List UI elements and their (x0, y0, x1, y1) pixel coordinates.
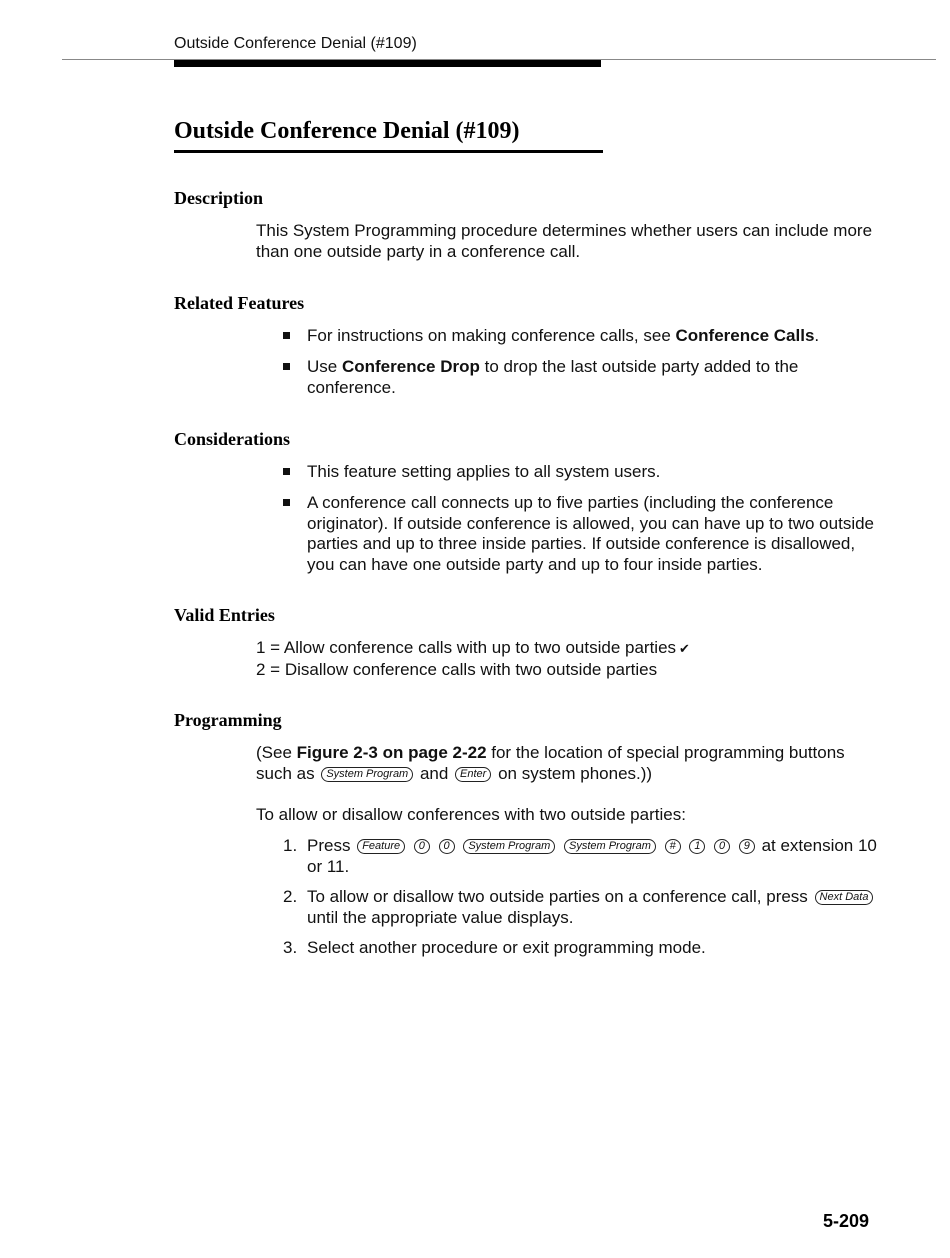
step-text: To allow or disallow two outside parties on a conference call, press (307, 887, 808, 906)
bullet-icon (283, 499, 290, 506)
bullet-icon (283, 468, 290, 475)
programming-heading: Programming (174, 710, 282, 730)
conference-drop-reference: Conference Drop (341, 357, 480, 376)
programming-intro: To allow or disallow conferences with two outside parties: (256, 805, 686, 824)
step-item (283, 938, 878, 959)
step-text: Press (307, 836, 351, 855)
step-item (283, 887, 878, 928)
enter-key: Enter (455, 767, 491, 782)
system-program-key: System Program (564, 839, 656, 854)
bullet-icon (283, 332, 290, 339)
step-text: Select another procedure or exit programming mode. (307, 938, 706, 957)
system-program-key: System Program (321, 767, 413, 782)
note-text: for the location of special programming buttons such as (256, 743, 845, 783)
running-header: Outside Conference Denial (#109) (174, 35, 417, 52)
consideration-item (283, 493, 878, 575)
note-text: and (415, 763, 454, 783)
related-features-heading: Related Features (174, 293, 305, 313)
valid-entries-heading: Valid Entries (174, 605, 275, 625)
description-heading: Description (174, 188, 263, 208)
considerations-heading: Considerations (174, 429, 291, 449)
related-feature-item (283, 357, 878, 398)
valid-entries-list (256, 638, 690, 680)
related-feature-item (283, 326, 878, 347)
default-check-icon: ✔ (679, 641, 690, 656)
programming-note (256, 743, 876, 784)
page-title: Outside Conference Denial (#109) (174, 118, 520, 144)
step-item (283, 836, 878, 877)
feature-key: Feature (357, 839, 405, 854)
hash-key: # (665, 839, 681, 854)
related-item-text: Use (307, 357, 342, 376)
entry-row (256, 660, 690, 681)
related-item-text: . (814, 326, 820, 345)
related-item-text: For instructions on making conference calls, see (307, 326, 676, 345)
header-bar (174, 60, 601, 67)
step-text: at extension 10 or 11. (307, 836, 877, 876)
note-text: (See (256, 743, 297, 762)
page-number: 5-209 (822, 1211, 869, 1231)
description-text: This System Programming procedure determines whether users can include more than one outside party in a conference call. (256, 221, 873, 261)
step-number: 3. (283, 938, 298, 957)
step-text: until the appropriate value displays. (307, 907, 574, 927)
entry-disallow: 2 = Disallow conference calls with two outside parties (256, 659, 658, 679)
consideration-item (283, 462, 878, 483)
step-number: 2. (283, 887, 298, 906)
bullet-icon (283, 363, 290, 370)
digit-1-key: 1 (689, 839, 705, 854)
entry-row (256, 638, 690, 660)
step-number: 1. (283, 836, 298, 855)
conference-calls-reference: Conference Calls (675, 326, 815, 345)
consideration-text: This feature setting applies to all system users. (307, 462, 661, 481)
title-rule (174, 150, 603, 153)
consideration-text: A conference call connects up to five parties (including the conference originator). If outside conference is allowed, you can have up to two outside parties and up to three inside parties. If outside conference is disallowed, you can have one outside party and up to four inside parties. (307, 493, 875, 574)
digit-0-key: 0 (714, 839, 730, 854)
note-text: on system phones.)) (493, 763, 653, 783)
digit-0-key: 0 (414, 839, 430, 854)
figure-reference: Figure 2-3 on page 2-22 (296, 743, 487, 762)
related-item-text: to drop the last outside party added to the conference. (307, 357, 799, 397)
digit-9-key: 9 (739, 839, 755, 854)
entry-allow: 1 = Allow conference calls with up to two outside parties (256, 638, 677, 657)
next-data-key: Next Data (815, 890, 874, 905)
system-program-key: System Program (463, 839, 555, 854)
digit-0-key: 0 (439, 839, 455, 854)
